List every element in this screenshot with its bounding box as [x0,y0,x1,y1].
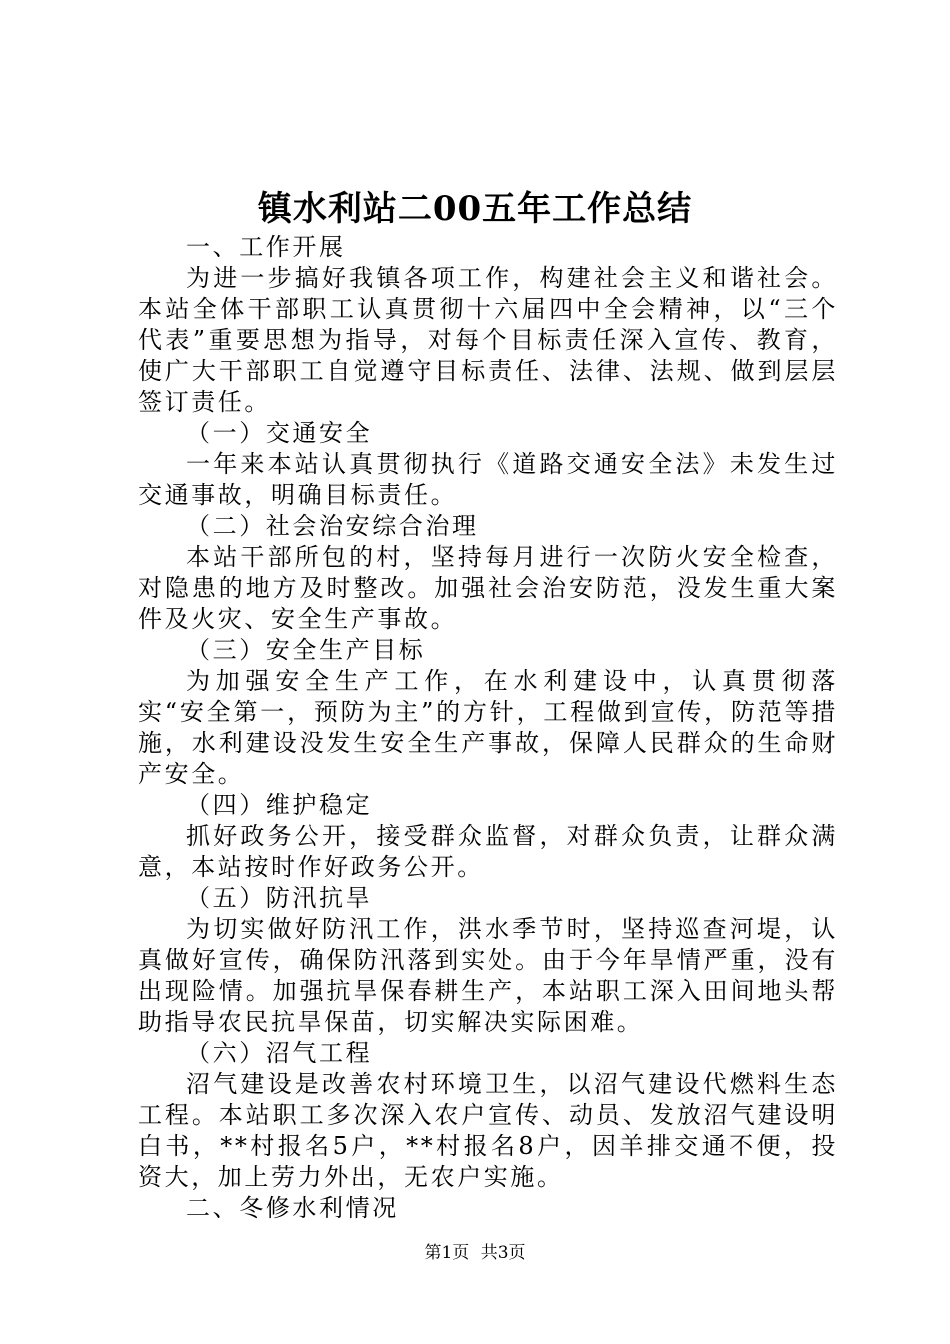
section-heading: 一、工作开展 [186,233,346,261]
subsection-heading: （四）维护稳定 [186,791,373,819]
subsection-heading: （三）安全生产目标 [186,636,426,664]
paragraph: 为切实做好防汛工作，洪水季节时，坚持巡查河堤，认真做好宣传，确保防汛落到实处。由于今年旱情严重，没有出现险情。加强抗旱保春耕生产，本站职工深入田间地头帮助指导农民抗旱保苗，切实解决实际困难。 [138,915,838,1036]
paragraph: 为进一步搞好我镇各项工作，构建社会主义和谐社会。本站全体干部职工认真贯彻十六届四中全会精神，以“三个代表”重要思想为指导，对每个目标责任深入宣传、教育，使广大干部职工自觉遵守目标责任、法律、法规、做到层层签订责任。 [138,264,838,416]
document-body [138,232,838,1224]
page-number: 第1页 [424,1243,470,1263]
subsection-heading: （二）社会治安综合治理 [186,512,479,540]
paragraph: 一年来本站认真贯彻执行《道路交通安全法》未发生过交通事故，明确目标责任。 [138,450,838,509]
subsection-heading: （六）沼气工程 [186,1039,373,1067]
page-footer [0,1241,950,1265]
document-title: 镇水利站二00五年工作总结 [257,189,693,229]
paragraph: 沼气建设是改善农村环境卫生，以沼气建设代燃料生态工程。本站职工多次深入农户宣传、动员、发放沼气建设明白书，**村报名5户，**村报名8户，因羊排交通不便，投资大，加上劳力外出，无农户实施。 [138,1070,838,1191]
paragraph: 抓好政务公开，接受群众监督，对群众负责，让群众满意，本站按时作好政务公开。 [138,822,838,881]
page-total: 共3页 [480,1243,526,1263]
subsection-heading: （一）交通安全 [186,419,373,447]
subsection-heading: （五）防汛抗旱 [186,884,373,912]
section-heading: 二、冬修水利情况 [186,1194,399,1222]
paragraph: 本站干部所包的村，坚持每月进行一次防火安全检查，对隐患的地方及时整改。加强社会治安防范，没发生重大案件及火灾、安全生产事故。 [138,543,838,633]
paragraph: 为加强安全生产工作，在水利建设中，认真贯彻落实“安全第一，预防为主”的方针，工程做到宣传，防范等措施，水利建设没发生安全生产事故，保障人民群众的生命财产安全。 [138,667,838,788]
